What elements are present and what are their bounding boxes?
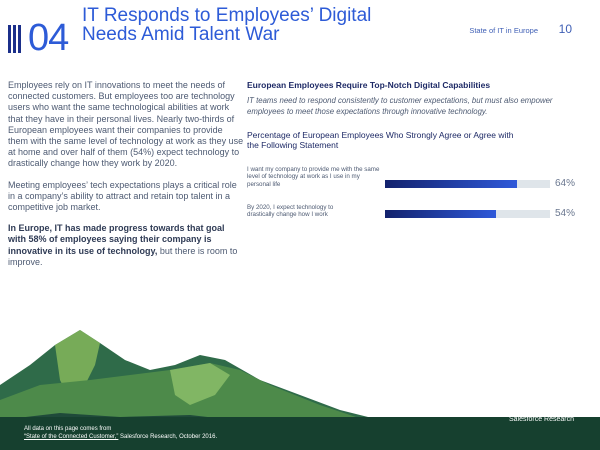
bar-category-label: I want my company to provide me with the same level of technology at work as I use in my personal life [247,166,380,188]
bar-value-label: 54% [554,208,575,220]
body-paragraph-3 [8,223,244,268]
section-subheading: IT teams need to respond consistently to customer expectations, but must also empower employees to meet those expectations through innovative technology. [247,96,553,116]
section-heading: European Employees Require Top-Notch Digital Capabilities [247,80,491,90]
body-paragraph-2: Meeting employees’ tech expectations plays a critical role in a company’s ability to attract and retain top talent in a competitive job market. [8,179,237,213]
chart-title: Percentage of European Employees Who Strongly Agree or Agree with the Following Statement [247,130,514,150]
body-text-column [8,80,244,278]
bar-category-label: By 2020, I expect technology to drastically change how I work [247,204,334,219]
chapter-bars-icon [8,25,22,53]
body-paragraph-3-bold: In Europe, IT has made progress towards that goal with 58% of employees saying their company is innovative in its use of technology, [8,223,225,256]
chapter-number: 04 [28,17,69,59]
bar-value-label: 64% [554,177,575,189]
footer-source-link[interactable]: “State of the Connected Customer,” [24,433,119,440]
bar-track [385,210,550,218]
chart-section [247,80,577,150]
bar-track [385,180,550,188]
page-number: 10 [558,22,572,36]
footer-note-line1: All data on this page comes from [24,426,112,432]
body-paragraph-3-rest: but there is room to improve. [8,245,238,267]
bar-chart [247,166,577,236]
page-title-line1: IT Responds to Employees’ Digital [82,5,372,26]
bar [385,180,517,188]
page-title-line2: Needs Amid Talent War [82,24,280,45]
page-title [82,6,382,44]
bar [385,210,496,218]
footer-brand: Salesforce Research [509,416,574,423]
running-head: State of IT in Europe [469,26,538,35]
body-paragraph-1: Employees rely on IT innovations to meet the needs of connected customers. But employees too are technology users who want the same technological abilities at work that they have in their personal lives. Nearly two-thirds of European employees want their companies to provide them with the same level of technology at work as they use at home and over half of them (54%) expect technology to drastically change how they work by 2020. [8,80,244,169]
footer-note-rest: Salesforce Research, October 2016. [118,433,218,440]
footer-note-line2 [24,434,217,442]
footer-source-note [24,426,217,441]
